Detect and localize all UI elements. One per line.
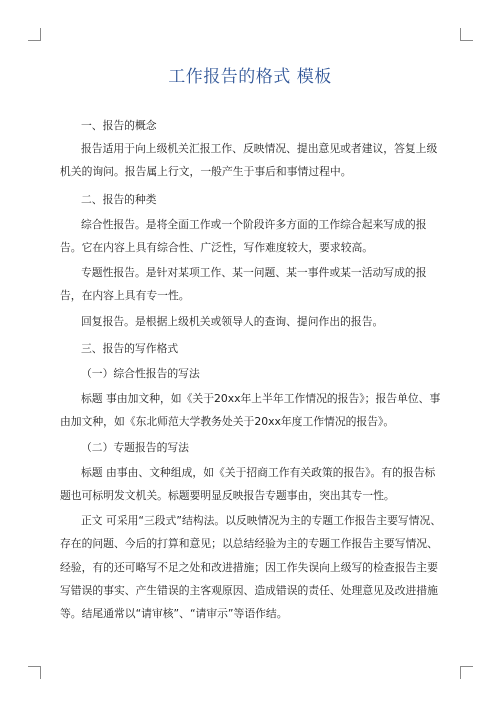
paragraph-special-body: 正文 可采用“三段式”结构法。以反映情况为主的专题工作报告主要写情况、存在的问题、今后的打算和意见；以总结经验为主的专题工作报告主要写情况、经验，有的还可略写不足之处和改进措施；因工作失误向上级写的检查报告主要写错误的事实、产生错误的主客观原因、造成错误的责任、处理意见及改进措施等。结尾通常以“请审核”、“请审示”等语作结。 xyxy=(60,514,442,621)
paragraph-reply-report: 回复报告。是根据上级机关或领导人的查询、提问作出的报告。 xyxy=(81,314,384,328)
document-body xyxy=(60,110,442,625)
paragraph-concept: 报告适用于向上级机关汇报工作、反映情况、提出意见或者建议，答复上级机关的询问。报告属上行文，一般产生于事后和事情过程中。 xyxy=(60,142,438,179)
section-heading-types: 二、报告的种类 xyxy=(81,192,157,206)
subsection-heading-special: （二）专题报告的写法 xyxy=(81,440,189,454)
section-heading-concept: 一、报告的概念 xyxy=(81,119,157,132)
paragraph-comprehensive-title: 标题 事由加文种，如《关于20xx年上半年工作情况的报告》；报告单位、事由加文种，如《东北师范大学教务处关于20xx年度工作情况的报告》。 xyxy=(60,392,441,429)
paragraph-comprehensive-report: 综合性报告。是将全面工作或一个阶段许多方面的工作综合起来写成的报告。它在内容上具有综合性、广泛性，写作难度较大，要求较高。 xyxy=(60,217,427,255)
paragraph-special-title: 标题 由事由、文种组成，如《关于招商工作有关政策的报告》。有的报告标题也可标明发文机关。标题要明显反映报告专题事由，突出其专一性。 xyxy=(60,465,436,503)
subsection-heading-comprehensive: （一）综合性报告的写法 xyxy=(81,367,200,381)
section-heading-format: 三、报告的写作格式 xyxy=(81,341,179,355)
paragraph-special-report: 专题性报告。是针对某项工作、某一问题、某一事件或某一活动写成的报告，在内容上具有专一性。 xyxy=(60,266,427,303)
document-title: 工作报告的格式 模板 xyxy=(168,67,332,87)
